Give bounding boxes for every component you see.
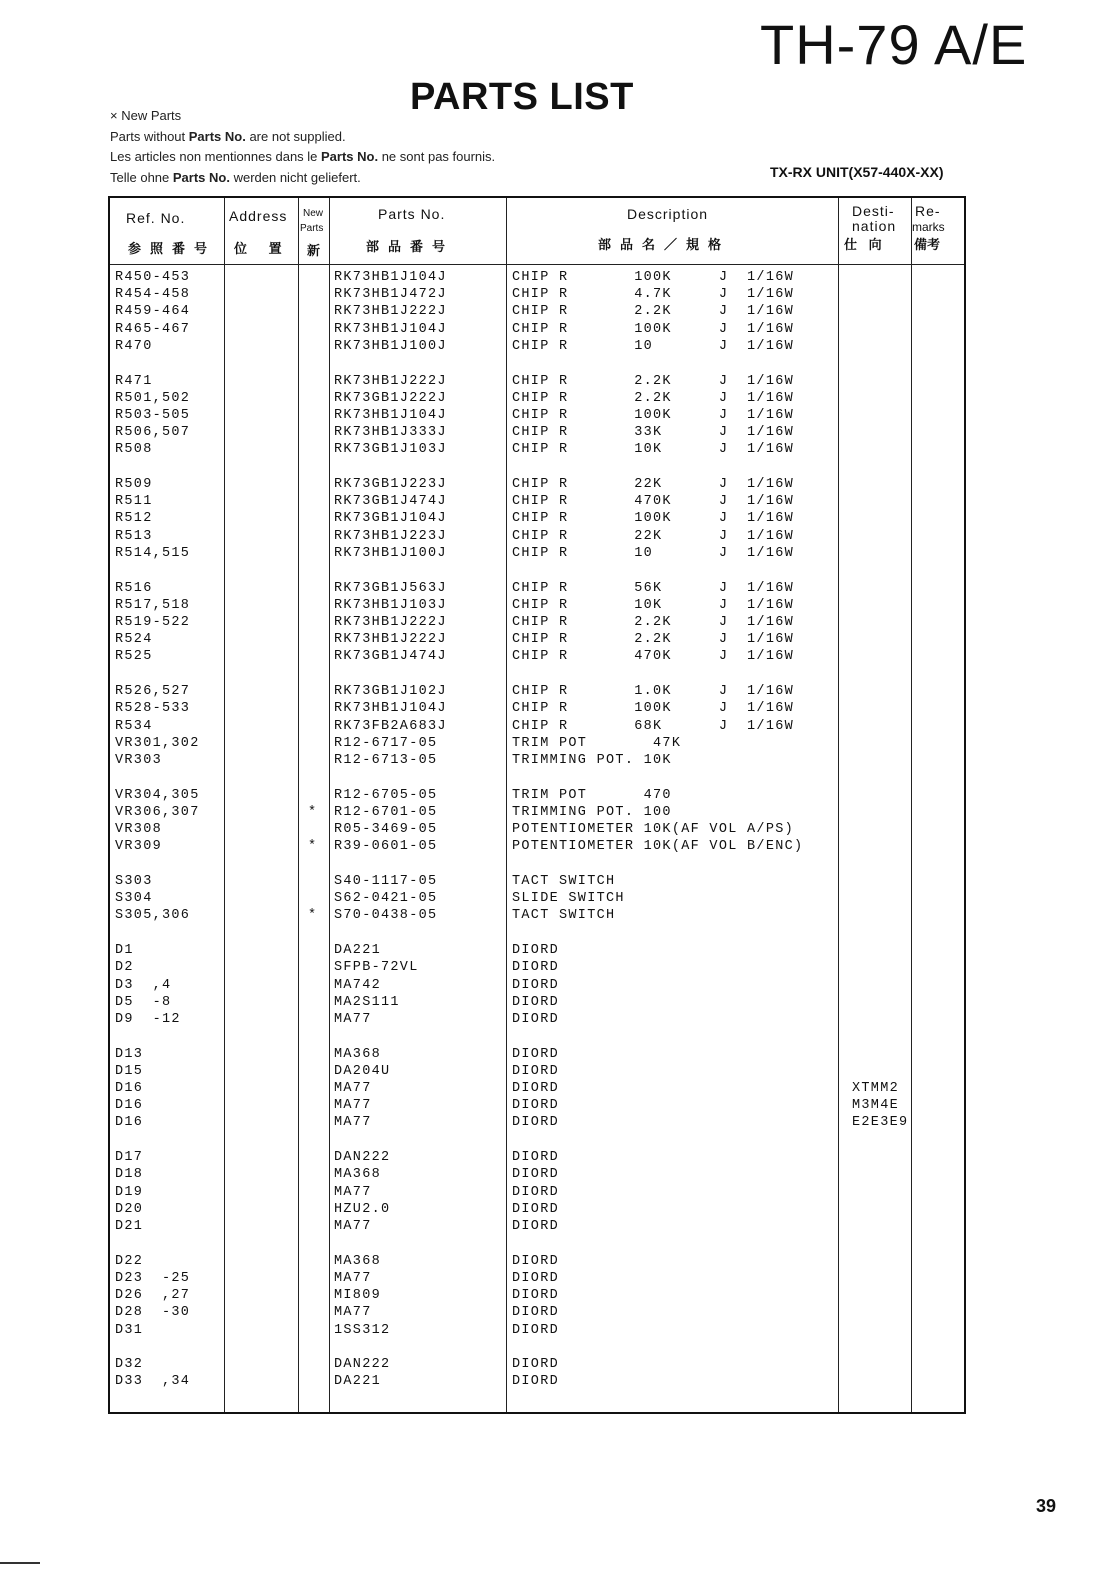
notes bbox=[110, 106, 495, 188]
description: CHIP R 10K J 1/16W bbox=[512, 442, 795, 458]
part-number: MA77 bbox=[334, 1081, 372, 1097]
table-row bbox=[110, 304, 964, 321]
ref-number: R454-458 bbox=[115, 287, 191, 303]
header-new-jp: 新 bbox=[307, 243, 321, 258]
table-row bbox=[110, 788, 964, 805]
part-number: RK73HB1J333J bbox=[334, 425, 447, 441]
table-row bbox=[110, 1081, 964, 1098]
ref-number: VR309 bbox=[115, 839, 163, 855]
note-french bbox=[110, 147, 495, 168]
part-number: MA77 bbox=[334, 1011, 372, 1027]
table-row bbox=[110, 374, 964, 391]
ref-number: R525 bbox=[115, 649, 153, 665]
parts-group bbox=[110, 684, 964, 770]
description: DIORD bbox=[512, 1115, 560, 1131]
table-row bbox=[110, 477, 964, 494]
part-number: RK73GB1J104J bbox=[334, 511, 447, 527]
table-row bbox=[110, 978, 964, 995]
ref-number: VR306,307 bbox=[115, 804, 200, 820]
part-number: R12-6717-05 bbox=[334, 735, 438, 751]
table-row bbox=[110, 891, 964, 908]
part-number: DA221 bbox=[334, 943, 382, 959]
header-description: Description bbox=[627, 206, 709, 222]
part-number: RK73HB1J222J bbox=[334, 373, 447, 389]
ref-number: R511 bbox=[115, 494, 153, 510]
table-row bbox=[110, 1150, 964, 1167]
table-row bbox=[110, 805, 964, 822]
page-number: 39 bbox=[1036, 1496, 1057, 1516]
description: POTENTIOMETER 10K(AF VOL A/PS) bbox=[512, 822, 795, 838]
ref-number: R465-467 bbox=[115, 321, 191, 337]
description: DIORD bbox=[512, 1305, 560, 1321]
ref-number: D2 bbox=[115, 960, 134, 976]
parts-group bbox=[110, 1357, 964, 1391]
header-new-parts: Parts bbox=[300, 223, 324, 234]
parts-group bbox=[110, 374, 964, 460]
part-number: SFPB-72VL bbox=[334, 960, 419, 976]
table-row bbox=[110, 649, 964, 666]
header-parts: Parts No. bbox=[378, 206, 446, 222]
part-number: MA77 bbox=[334, 1184, 372, 1200]
part-number: RK73GB1J102J bbox=[334, 684, 447, 700]
header-ref: Ref. No. bbox=[126, 210, 186, 226]
part-number: RK73HB1J104J bbox=[334, 407, 447, 423]
parts-body bbox=[110, 270, 964, 1409]
description: DIORD bbox=[512, 1150, 560, 1166]
unit-label: TX-RX UNIT(X57-440X-XX) bbox=[770, 164, 944, 180]
part-number: S40-1117-05 bbox=[334, 874, 438, 889]
ref-number: D18 bbox=[115, 1167, 144, 1183]
description: CHIP R 470K J 1/16W bbox=[512, 649, 795, 665]
table-row bbox=[110, 753, 964, 770]
ref-number: R526,527 bbox=[115, 684, 191, 700]
part-number: RK73GB1J222J bbox=[334, 390, 447, 406]
ref-number: R459-464 bbox=[115, 304, 191, 320]
table-row bbox=[110, 632, 964, 649]
ref-number: D28 -30 bbox=[115, 1305, 191, 1321]
table-row bbox=[110, 701, 964, 718]
part-number: RK73HB1J104J bbox=[334, 701, 447, 717]
description: DIORD bbox=[512, 960, 560, 976]
table-row bbox=[110, 1288, 964, 1305]
ref-number: R509 bbox=[115, 477, 153, 493]
note-french-post: ne sont pas fournis. bbox=[378, 149, 496, 164]
description: DIORD bbox=[512, 1374, 560, 1390]
new-part-mark: * bbox=[308, 839, 318, 855]
part-number: R39-0601-05 bbox=[334, 839, 438, 855]
ref-number: R471 bbox=[115, 373, 153, 389]
ref-number: R513 bbox=[115, 528, 153, 544]
ref-number: R528-533 bbox=[115, 701, 191, 717]
part-number: R12-6701-05 bbox=[334, 804, 438, 820]
ref-number: D3 ,4 bbox=[115, 977, 172, 993]
ref-number: VR301,302 bbox=[115, 735, 200, 751]
table-row bbox=[110, 529, 964, 546]
description: DIORD bbox=[512, 1011, 560, 1027]
ref-number: R516 bbox=[115, 580, 153, 596]
destination: XTMM2 bbox=[852, 1081, 900, 1097]
parts-group bbox=[110, 1254, 964, 1340]
ref-number: R512 bbox=[115, 511, 153, 527]
table-row bbox=[110, 1115, 964, 1132]
part-number: RK73HB1J222J bbox=[334, 614, 447, 630]
header-divider bbox=[110, 264, 964, 265]
description: CHIP R 470K J 1/16W bbox=[512, 494, 795, 510]
table-row bbox=[110, 1254, 964, 1271]
note-german-bold: Parts No. bbox=[172, 169, 230, 185]
note-english-bold: Parts No. bbox=[188, 128, 246, 144]
ref-number: R501,502 bbox=[115, 390, 191, 406]
part-number: RK73GB1J474J bbox=[334, 649, 447, 665]
ref-number: D23 -25 bbox=[115, 1270, 191, 1286]
table-row bbox=[110, 719, 964, 736]
new-parts-note: × New Parts bbox=[110, 108, 182, 123]
parts-group bbox=[110, 943, 964, 1029]
table-row bbox=[110, 1305, 964, 1322]
part-number: MI809 bbox=[334, 1288, 382, 1304]
description: TRIMMING POT. 10K bbox=[512, 752, 672, 768]
table-row bbox=[110, 995, 964, 1012]
part-number: DA204U bbox=[334, 1063, 391, 1079]
table-row bbox=[110, 1185, 964, 1202]
header-destination: Desti- bbox=[852, 203, 895, 219]
part-number: HZU2.0 bbox=[334, 1201, 391, 1217]
table-row bbox=[110, 839, 964, 856]
part-number: MA368 bbox=[334, 1046, 382, 1062]
description: TACT SWITCH bbox=[512, 908, 616, 924]
description: DIORD bbox=[512, 1063, 560, 1079]
description: DIORD bbox=[512, 1081, 560, 1097]
ref-number: D20 bbox=[115, 1201, 144, 1217]
note-english bbox=[110, 127, 495, 148]
table-row bbox=[110, 684, 964, 701]
parts-group bbox=[110, 874, 964, 926]
part-number: RK73HB1J472J bbox=[334, 287, 447, 303]
part-number: RK73HB1J222J bbox=[334, 304, 447, 320]
table-row bbox=[110, 1167, 964, 1184]
ref-number: D22 bbox=[115, 1253, 144, 1269]
new-part-mark: * bbox=[308, 908, 318, 924]
description: CHIP R 100K J 1/16W bbox=[512, 511, 795, 527]
table-row bbox=[110, 1323, 964, 1340]
ref-number: D15 bbox=[115, 1063, 144, 1079]
description: DIORD bbox=[512, 1322, 560, 1338]
table-row bbox=[110, 425, 964, 442]
ref-number: R534 bbox=[115, 718, 153, 734]
description: CHIP R 2.2K J 1/16W bbox=[512, 304, 795, 320]
ref-number: R519-522 bbox=[115, 614, 191, 630]
description: DIORD bbox=[512, 1184, 560, 1200]
ref-number: D21 bbox=[115, 1218, 144, 1234]
description: CHIP R 1.0K J 1/16W bbox=[512, 684, 795, 700]
parts-group bbox=[110, 1047, 964, 1133]
description: CHIP R 100K J 1/16W bbox=[512, 407, 795, 423]
table-row bbox=[110, 1064, 964, 1081]
description: CHIP R 56K J 1/16W bbox=[512, 580, 795, 596]
table-row bbox=[110, 1098, 964, 1115]
parts-group bbox=[110, 477, 964, 563]
note-french-pre: Les articles non mentionnes dans le bbox=[110, 149, 322, 164]
part-number: RK73HB1J104J bbox=[334, 321, 447, 337]
ref-number: R508 bbox=[115, 442, 153, 458]
table-row bbox=[110, 908, 964, 925]
note-english-pre: Parts without bbox=[110, 128, 189, 144]
destination: E2E3E9 bbox=[852, 1115, 909, 1131]
part-number: MA77 bbox=[334, 1218, 372, 1234]
table-row bbox=[110, 494, 964, 511]
new-part-mark: * bbox=[308, 804, 318, 820]
ref-number: VR303 bbox=[115, 752, 163, 768]
header-remarks-jp: 備考 bbox=[914, 237, 941, 252]
description: DIORD bbox=[512, 1201, 560, 1217]
table-row bbox=[110, 1219, 964, 1236]
description: DIORD bbox=[512, 1288, 560, 1304]
part-number: MA742 bbox=[334, 977, 382, 993]
ref-number: D13 bbox=[115, 1046, 144, 1062]
table-row bbox=[110, 287, 964, 304]
description: CHIP R 68K J 1/16W bbox=[512, 718, 795, 734]
description: POTENTIOMETER 10K(AF VOL B/ENC) bbox=[512, 839, 804, 855]
ref-number: D16 bbox=[115, 1098, 144, 1114]
ref-number: S305,306 bbox=[115, 908, 191, 924]
part-number: MA368 bbox=[334, 1167, 382, 1183]
note-german-post: werden nicht geliefert. bbox=[229, 169, 361, 185]
part-number: RK73HB1J103J bbox=[334, 597, 447, 613]
table-row bbox=[110, 943, 964, 960]
note-english-post: are not supplied. bbox=[245, 128, 346, 144]
ref-number: R450-453 bbox=[115, 270, 191, 285]
description: CHIP R 2.2K J 1/16W bbox=[512, 632, 795, 648]
ref-number: R524 bbox=[115, 632, 153, 648]
ref-number: R514,515 bbox=[115, 545, 191, 561]
table-row bbox=[110, 546, 964, 563]
part-number: DAN222 bbox=[334, 1357, 391, 1373]
header-ref-jp: 参照番号 bbox=[128, 241, 217, 256]
ref-number: D33 ,34 bbox=[115, 1374, 191, 1390]
parts-group bbox=[110, 1150, 964, 1236]
description: DIORD bbox=[512, 1218, 560, 1234]
header-destination-jp: 仕 向 bbox=[844, 237, 886, 252]
ref-number: D5 -8 bbox=[115, 994, 172, 1010]
ref-number: D19 bbox=[115, 1184, 144, 1200]
page-title: PARTS LIST bbox=[410, 76, 634, 118]
part-number: MA368 bbox=[334, 1253, 382, 1269]
header-remarks-2: marks bbox=[912, 220, 945, 234]
part-number: 1SS312 bbox=[334, 1322, 391, 1338]
part-number: RK73HB1J222J bbox=[334, 632, 447, 648]
description: SLIDE SWITCH bbox=[512, 891, 625, 907]
part-number: MA77 bbox=[334, 1270, 372, 1286]
description: DIORD bbox=[512, 1167, 560, 1183]
table-row bbox=[110, 1012, 964, 1029]
header-description-jp: 部品名／規格 bbox=[598, 237, 731, 252]
table-row bbox=[110, 339, 964, 356]
header-remarks: Re- bbox=[915, 203, 941, 219]
description: DIORD bbox=[512, 994, 560, 1010]
table-row bbox=[110, 1271, 964, 1288]
description: TRIMMING POT. 100 bbox=[512, 804, 672, 820]
table-row bbox=[110, 270, 964, 287]
description: CHIP R 2.2K J 1/16W bbox=[512, 614, 795, 630]
ref-number: R517,518 bbox=[115, 597, 191, 613]
table-row bbox=[110, 1374, 964, 1391]
ref-number: D31 bbox=[115, 1322, 144, 1338]
part-number: MA77 bbox=[334, 1305, 372, 1321]
header-address-jp: 位 置 bbox=[234, 241, 291, 256]
description: DIORD bbox=[512, 1046, 560, 1062]
ref-number: D16 bbox=[115, 1115, 144, 1131]
header-parts-jp: 部品番号 bbox=[366, 239, 455, 254]
table-row bbox=[110, 511, 964, 528]
part-number: DA221 bbox=[334, 1374, 382, 1390]
description: CHIP R 10 J 1/16W bbox=[512, 338, 795, 354]
ref-number: R506,507 bbox=[115, 425, 191, 441]
description: CHIP R 10 J 1/16W bbox=[512, 545, 795, 561]
part-number: RK73HB1J100J bbox=[334, 545, 447, 561]
table-row bbox=[110, 598, 964, 615]
parts-group bbox=[110, 270, 964, 356]
table-row bbox=[110, 1202, 964, 1219]
description: CHIP R 10K J 1/16W bbox=[512, 597, 795, 613]
ref-number: D32 bbox=[115, 1357, 144, 1373]
part-number: MA77 bbox=[334, 1115, 372, 1131]
description: CHIP R 2.2K J 1/16W bbox=[512, 390, 795, 406]
description: CHIP R 100K J 1/16W bbox=[512, 270, 795, 285]
description: DIORD bbox=[512, 943, 560, 959]
table-row bbox=[110, 442, 964, 459]
header-address: Address bbox=[229, 208, 288, 224]
description: TRIM POT 470 bbox=[512, 787, 672, 803]
table-row bbox=[110, 1047, 964, 1064]
part-number: R05-3469-05 bbox=[334, 822, 438, 838]
description: DIORD bbox=[512, 1357, 560, 1373]
part-number: RK73HB1J104J bbox=[334, 270, 447, 285]
ref-number: VR304,305 bbox=[115, 787, 200, 803]
parts-group bbox=[110, 788, 964, 857]
note-german-pre: Telle ohne bbox=[110, 169, 173, 185]
table-row bbox=[110, 736, 964, 753]
ref-number: D17 bbox=[115, 1150, 144, 1166]
destination: M3M4E bbox=[852, 1098, 900, 1114]
ref-number: VR308 bbox=[115, 822, 163, 838]
part-number: R12-6713-05 bbox=[334, 752, 438, 768]
table-row bbox=[110, 874, 964, 891]
margin-mark bbox=[0, 1562, 40, 1564]
description: CHIP R 100K J 1/16W bbox=[512, 321, 795, 337]
model-title: TH-79 A/E bbox=[760, 13, 1028, 76]
description: TRIM POT 47K bbox=[512, 735, 682, 751]
table-row bbox=[110, 615, 964, 632]
description: DIORD bbox=[512, 1270, 560, 1286]
part-number: RK73GB1J103J bbox=[334, 442, 447, 458]
part-number: RK73GB1J563J bbox=[334, 580, 447, 596]
part-number: RK73HB1J100J bbox=[334, 338, 447, 354]
note-german bbox=[110, 168, 495, 189]
part-number: S62-0421-05 bbox=[334, 891, 438, 907]
note-french-bold: Parts No. bbox=[321, 149, 379, 164]
part-number: MA2S111 bbox=[334, 994, 400, 1010]
ref-number: R503-505 bbox=[115, 407, 191, 423]
description: CHIP R 2.2K J 1/16W bbox=[512, 373, 795, 389]
description: CHIP R 22K J 1/16W bbox=[512, 528, 795, 544]
description: DIORD bbox=[512, 1253, 560, 1269]
description: DIORD bbox=[512, 977, 560, 993]
part-number: DAN222 bbox=[334, 1150, 391, 1166]
part-number: MA77 bbox=[334, 1098, 372, 1114]
header-new: New bbox=[303, 208, 324, 219]
description: TACT SWITCH bbox=[512, 874, 616, 889]
description: CHIP R 33K J 1/16W bbox=[512, 425, 795, 441]
part-number: RK73GB1J474J bbox=[334, 494, 447, 510]
ref-number: S303 bbox=[115, 874, 153, 889]
parts-group bbox=[110, 581, 964, 667]
part-number: S70-0438-05 bbox=[334, 908, 438, 924]
ref-number: D1 bbox=[115, 943, 134, 959]
part-number: RK73FB2A683J bbox=[334, 718, 447, 734]
ref-number: D9 -12 bbox=[115, 1011, 181, 1027]
table-row bbox=[110, 391, 964, 408]
description: CHIP R 100K J 1/16W bbox=[512, 701, 795, 717]
part-number: R12-6705-05 bbox=[334, 787, 438, 803]
description: CHIP R 4.7K J 1/16W bbox=[512, 287, 795, 303]
part-number: RK73HB1J223J bbox=[334, 528, 447, 544]
table-row bbox=[110, 1357, 964, 1374]
table-row bbox=[110, 322, 964, 339]
part-number: RK73GB1J223J bbox=[334, 477, 447, 493]
table-row bbox=[110, 581, 964, 598]
ref-number: D26 ,27 bbox=[115, 1288, 191, 1304]
table-row bbox=[110, 408, 964, 425]
ref-number: R470 bbox=[115, 338, 153, 354]
parts-table bbox=[108, 196, 966, 1414]
table-row bbox=[110, 822, 964, 839]
description: DIORD bbox=[512, 1098, 560, 1114]
ref-number: D16 bbox=[115, 1081, 144, 1097]
table-row bbox=[110, 960, 964, 977]
ref-number: S304 bbox=[115, 891, 153, 907]
description: CHIP R 22K J 1/16W bbox=[512, 477, 795, 493]
header-destination-2: nation bbox=[852, 218, 897, 234]
